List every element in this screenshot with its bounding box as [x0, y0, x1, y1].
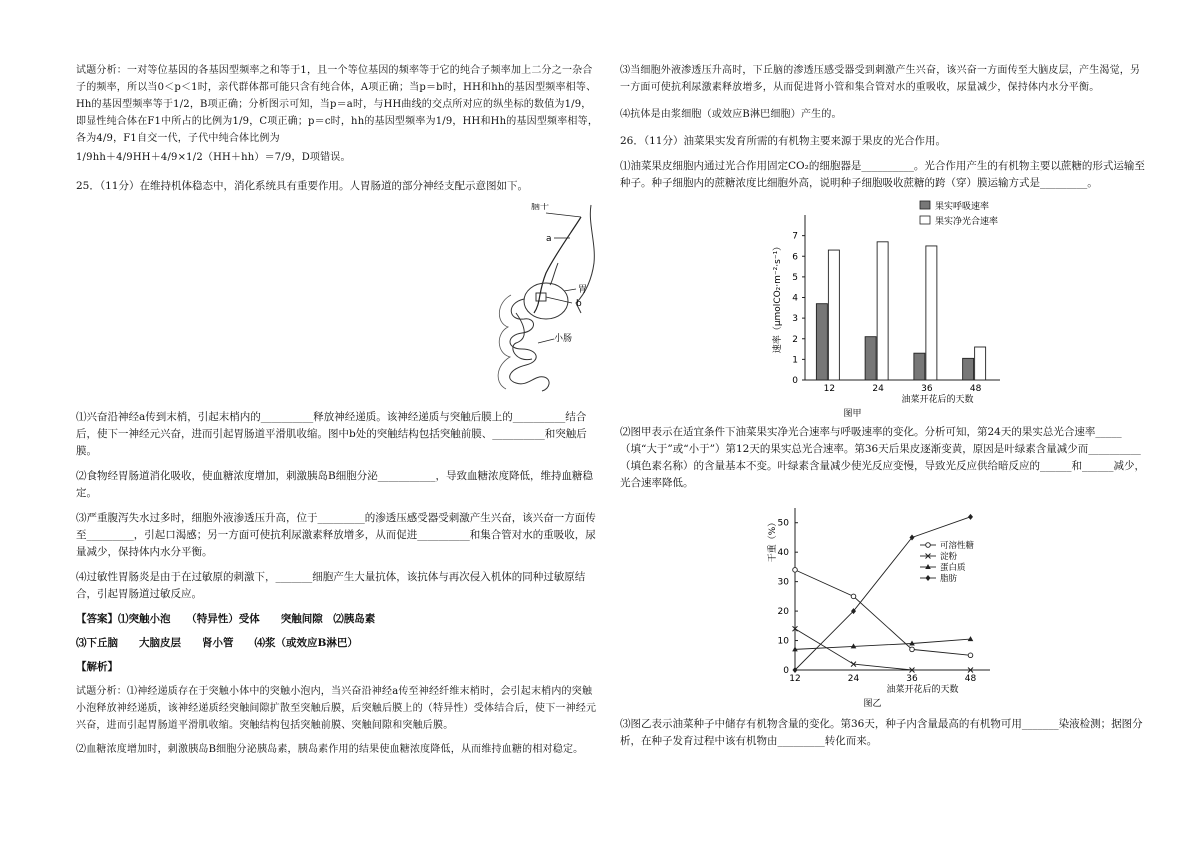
x-tick-label: 48: [964, 674, 977, 684]
bar-respiration: [865, 337, 876, 380]
y-tick-label: 2: [792, 334, 798, 345]
bar-respiration: [816, 304, 827, 380]
legend-marker: [925, 564, 931, 569]
y-tick-label: 40: [777, 548, 789, 559]
x-tick-label: 36: [921, 384, 933, 394]
x-tick-label: 24: [872, 384, 884, 394]
q25-part2: ⑵食物经胃肠道消化吸收，使血糖浓度增加，刺激胰岛B细胞分泌___________，导致血糖浓度降低，维持血糖稳定。: [76, 470, 593, 499]
q25-part4: ⑷过敏性胃肠炎是由于在过敏原的刺激下，_______细胞产生大量抗体，该抗体与再次侵入机体的同种过敏原结合，引起胃肠道过敏反应。: [76, 571, 586, 600]
q25-part1: ⑴兴奋沿神经a传到末梢，引起末梢内的__________释放神经递质。该神经递质与突触后膜上的__________结合后，使下一神经元兴奋，进而引起胃肠道平滑肌收缩。图中b处的突触结构包括突触前膜、__________和突触后膜。: [76, 411, 587, 457]
q25-intro: 25．（11分）在维持机体稳态中，消化系统具有重要作用。人胃肠道的部分神经支配示意图如下。: [76, 180, 528, 192]
label-line-stomach: [564, 289, 576, 291]
label-line-brainstem: [546, 213, 581, 217]
x-tick-label: 36: [906, 674, 918, 684]
y-axis-label: 速率（μmolCO₂·m⁻²·s⁻¹）: [773, 241, 783, 354]
q25-part3: ⑶严重腹泻失水过多时，细胞外液渗透压升高，位于_________的渗透压感受器受刺激产生兴奋，该兴奋一方面传至_________，引起口渴感；另一方面可使抗利尿激素释放增多，从而促进__________和集合管对水的重吸收，尿量减少，保持体内水分平衡。: [76, 512, 596, 558]
y-tick-label: 0: [783, 666, 789, 676]
bar-respiration: [914, 353, 925, 380]
legend-swatch: [920, 201, 930, 209]
data-point: [910, 647, 915, 652]
y-tick-label: 20: [777, 607, 789, 618]
y-tick-label: 4: [792, 293, 798, 304]
answer-line2: [76, 635, 601, 652]
q26-part1: ⑴油菜果皮细胞内通过光合作用固定CO₂的细胞器是__________。光合作用产生的有机物主要以蔗糖的形式运输至种子。种子细胞内的蔗糖浓度比细胞外高，说明种子细胞吸收蔗糖的跨（穿）膜运输方式是_________。: [620, 160, 1145, 189]
intestine-outer: [498, 295, 511, 389]
chart-title: 图甲: [843, 409, 862, 418]
label-intestine: 小肠: [554, 334, 573, 344]
data-point: [851, 594, 856, 599]
bar-net-photosynthesis: [828, 250, 839, 380]
q26-part2: ⑵图甲表示在适宜条件下油菜果实净光合速率与呼吸速率的变化。分析可知，第24天的果实总光合速率_____（填“大于”或“小于”）第12天的果实总光合速率。第36天后果皮逐渐变黄，原因是叶绿素含量减少而__________（填色素名称）的含量基本不变。叶绿素含量减少使光反应变慢，导致光反应供给暗反应的______和______减少，光合速率降低。: [620, 426, 1145, 489]
data-point: [968, 653, 973, 658]
data-point: [968, 636, 974, 641]
answer-text1: 【答案】⑴突触小泡 （特异性）受体 突触间隙 ⑵胰岛素: [76, 613, 376, 625]
series-line: [795, 517, 971, 670]
answer-text2: ⑶下丘脑 大脑皮层 肾小管 ⑷浆（或效应B淋巴）: [76, 637, 358, 649]
legend-label: 果实净光合速率: [935, 217, 999, 227]
legend-label: 果实呼吸速率: [935, 202, 990, 212]
x-axis-label: 油菜开花后的天数: [886, 685, 959, 695]
legend-label: 淀粉: [940, 552, 958, 562]
data-point: [793, 568, 798, 573]
analysis-heading-text: 【解析】: [76, 661, 118, 673]
label-stomach: 胃: [578, 285, 588, 295]
nerve-diagram: [76, 203, 601, 395]
label-b: b: [576, 299, 582, 309]
label-line-intestine: [538, 339, 554, 343]
analysis-q24: 试题分析：一对等位基因的各基因型频率之和等于1，且一个等位基因的频率等于它的纯合子频率加上二分之一杂合子的频率，所以当0＜p＜1时，亲代群体都可能只含有纯合体，A项正确；当p＝b时，HH和hh的基因型频率相等、Hh的基因型频率等于1/2，B项正确；分析图示可知，当p＝a时，与HH曲线的交点所对应的纵坐标的数值为1/9，即显性纯合体在F1中所占的比例为1/9，C项正确；p＝c时，hh的基因型频率为1/9，HH和Hh的基因型频率相等，各为4/9，F1自交一代，子代中纯合体比例为: [76, 65, 599, 144]
bar-net-photosynthesis: [926, 246, 937, 380]
label-a: a: [546, 234, 552, 244]
x-tick-label: 48: [969, 384, 982, 394]
q26-part3: ⑶图乙表示油菜种子中储存有机物含量的变化。第36天，种子内含量最高的有机物可用_______染液检测；据图分析，在种子发育过程中该有机物由_________转化而来。: [620, 718, 1143, 747]
bar-net-photosynthesis: [975, 347, 986, 380]
y-tick-label: 1: [792, 355, 798, 366]
esophagus: [550, 263, 558, 285]
y-tick-label: 50: [777, 518, 789, 529]
legend-swatch: [920, 216, 930, 224]
left-column: [76, 62, 601, 765]
legend-marker: [926, 575, 931, 581]
x-axis-label: 油菜开花后的天数: [901, 395, 974, 405]
bar-net-photosynthesis: [877, 242, 888, 380]
legend-marker: [926, 543, 931, 548]
chart-title: 图乙: [863, 699, 882, 709]
analysis-heading: [76, 659, 601, 676]
q26-intro: 26．（11分）油菜果实发育所需的有机物主要来源于果皮的光合作用。: [620, 135, 946, 147]
bar-respiration: [963, 358, 974, 380]
x-tick-label: 12: [789, 674, 801, 684]
data-point: [968, 514, 973, 520]
y-tick-label: 0: [792, 376, 798, 386]
label-brainstem: 脑干: [531, 203, 550, 212]
legend-label: 可溶性糖: [940, 541, 975, 551]
y-tick-label: 7: [792, 231, 798, 242]
y-tick-label: 5: [792, 272, 798, 283]
series-line: [795, 629, 971, 670]
x-tick-label: 24: [847, 674, 860, 684]
chart-jia: [620, 200, 1145, 418]
analysis-q24-formula: 1/9hh＋4/9HH＋4/9×1/2（HH＋hh）＝7/9，D项错误。: [76, 152, 351, 163]
right-column: [620, 62, 1145, 758]
answer-line1: [76, 611, 601, 628]
analysis-q25-4: ⑷抗体是由浆细胞（或效应B淋巴细胞）产生的。: [620, 109, 842, 120]
legend-label: 脂肪: [940, 574, 958, 584]
y-tick-label: 3: [792, 314, 798, 325]
y-tick-label: 10: [777, 636, 789, 647]
x-tick-label: 12: [823, 384, 836, 394]
legend-label: 蛋白质: [940, 563, 966, 573]
y-tick-label: 6: [792, 252, 798, 263]
analysis-q25-3: ⑶当细胞外液渗透压升高时，下丘脑的渗透压感受器受到刺激产生兴奋，该兴奋一方面传至大脑皮层，产生渴觉，另一方面可使抗利尿激素释放增多，从而促进肾小管和集合管对水的重吸收，尿量减少，保持体内水分平衡。: [620, 65, 1141, 93]
y-axis-label: 干重（%）: [768, 517, 778, 563]
analysis-q25-1: 试题分析：⑴神经递质存在于突触小体中的突触小泡内，当兴奋沿神经a传至神经纤维末梢时，会引起末梢内的突触小泡释放神经递质，该神经递质经突触间隙扩散至突触后膜，后突触后膜上的（特异性）受体结合后，使下一神经元兴奋，进而引起胃肠道平滑肌收缩。突触结构包括突触前膜、突触间隙和突触后膜。: [76, 686, 597, 731]
synapse-box-b: [536, 293, 546, 301]
y-tick-label: 30: [777, 577, 789, 588]
analysis-q25-2: ⑵血糖浓度增加时，刺激胰岛B细胞分泌胰岛素，胰岛素作用的结果使血糖浓度降低，从而维持血糖的相对稳定。: [76, 744, 584, 755]
chart-yi: [620, 500, 1145, 710]
